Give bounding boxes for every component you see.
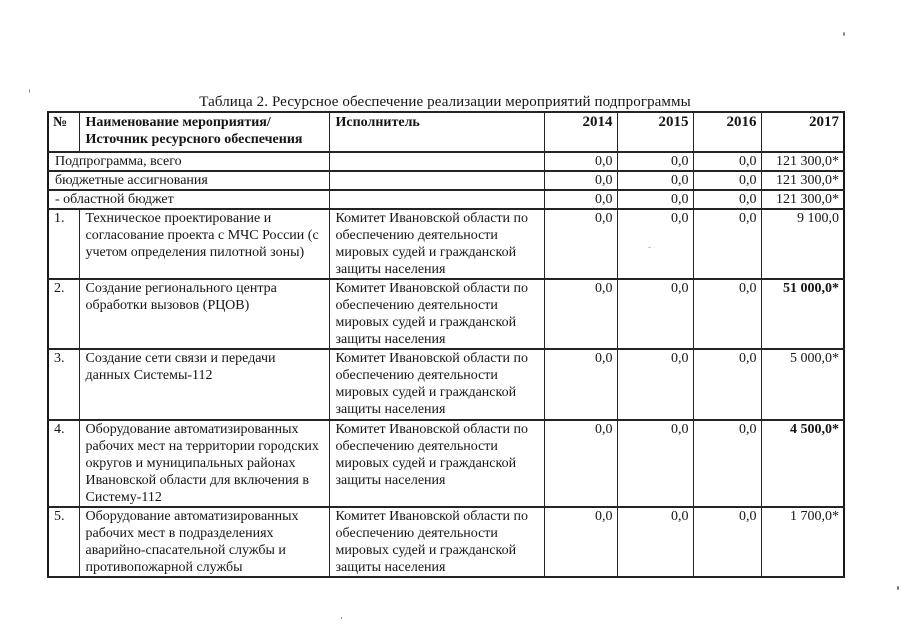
year-value-cell: 121 300,0* bbox=[761, 190, 844, 209]
col-header-executor: Исполнитель bbox=[329, 112, 544, 152]
summary-label: Подпрограмма, всего bbox=[48, 152, 329, 171]
activity-name-cell: Оборудование автоматизированных рабочих мест на территории городских округов и муниципальных районах Ивановской области для включения в Систему-112 bbox=[79, 420, 329, 507]
year-value-cell: 5 000,0* bbox=[761, 349, 844, 420]
table-row-1 bbox=[48, 209, 844, 279]
year-value-cell: 9 100,0 bbox=[761, 209, 844, 279]
year-value-cell: 0,0 bbox=[617, 209, 693, 279]
row-number-cell: 4. bbox=[48, 420, 79, 507]
summary-row-budget bbox=[48, 171, 844, 190]
row-number-cell: 3. bbox=[48, 349, 79, 420]
resource-table bbox=[47, 111, 845, 578]
year-value-cell: 0,0 bbox=[693, 349, 761, 420]
year-value-cell: 1 700,0* bbox=[761, 507, 844, 577]
year-value-cell: 0,0 bbox=[544, 420, 617, 507]
year-value-cell: 0,0 bbox=[693, 279, 761, 349]
year-value-cell: 0,0 bbox=[544, 279, 617, 349]
executor-cell bbox=[329, 171, 544, 190]
col-header-name bbox=[79, 112, 329, 152]
year-value-cell: 121 300,0* bbox=[761, 171, 844, 190]
year-value-cell: 0,0 bbox=[544, 507, 617, 577]
activity-name-cell: Создание регионального центра обработки вызовов (РЦОВ) bbox=[79, 279, 329, 349]
year-value-cell: 0,0 bbox=[693, 152, 761, 171]
executor-cell bbox=[329, 152, 544, 171]
year-value-cell: 0,0 bbox=[617, 420, 693, 507]
col-header-2016: 2016 bbox=[693, 112, 761, 152]
year-value-cell: 121 300,0* bbox=[761, 152, 844, 171]
summary-row-total bbox=[48, 152, 844, 171]
scan-speckle bbox=[29, 89, 30, 93]
year-value-cell: 0,0 bbox=[544, 209, 617, 279]
year-value-cell: 0,0 bbox=[693, 420, 761, 507]
executor-cell: Комитет Ивановской области по обеспечению деятельности мировых судей и гражданской защиты населения bbox=[329, 507, 544, 577]
executor-cell: Комитет Ивановской области по обеспечению деятельности мировых судей и гражданской защиты населения bbox=[329, 279, 544, 349]
year-value-cell: 0,0 bbox=[617, 190, 693, 209]
executor-cell bbox=[329, 190, 544, 209]
summary-label: бюджетные ассигнования bbox=[48, 171, 329, 190]
year-value-cell: 4 500,0* bbox=[761, 420, 844, 507]
year-value-cell: 0,0 bbox=[693, 190, 761, 209]
col-header-num: № bbox=[48, 112, 79, 152]
year-value-cell: 0,0 bbox=[544, 171, 617, 190]
scan-speckle bbox=[648, 247, 651, 248]
col-header-2015: 2015 bbox=[617, 112, 693, 152]
col-header-name-line2: Источник ресурсного обеспечения bbox=[85, 132, 303, 147]
summary-row-regional bbox=[48, 190, 844, 209]
executor-cell: Комитет Ивановской области по обеспечению деятельности мировых судей и гражданской защиты населения bbox=[329, 209, 544, 279]
header-row bbox=[48, 112, 844, 152]
year-value-cell: 0,0 bbox=[544, 152, 617, 171]
row-number-cell: 5. bbox=[48, 507, 79, 577]
table-row-4 bbox=[48, 420, 844, 507]
year-value-cell: 0,0 bbox=[617, 507, 693, 577]
year-value-cell: 0,0 bbox=[544, 349, 617, 420]
year-value-cell: 0,0 bbox=[693, 171, 761, 190]
year-value-cell: 0,0 bbox=[544, 190, 617, 209]
table-row-5 bbox=[48, 507, 844, 577]
col-header-2017: 2017 bbox=[761, 112, 844, 152]
year-value-cell: 0,0 bbox=[617, 152, 693, 171]
table-caption: Таблица 2. Ресурсное обеспечение реализации мероприятий подпрограммы bbox=[199, 94, 691, 110]
scan-speckle bbox=[341, 617, 342, 619]
activity-name-cell: Оборудование автоматизированных рабочих мест в подразделениях аварийно-спасательной службы и противопожарной службы bbox=[79, 507, 329, 577]
row-number-cell: 1. bbox=[48, 209, 79, 279]
year-value-cell: 51 000,0* bbox=[761, 279, 844, 349]
executor-cell: Комитет Ивановской области по обеспечению деятельности мировых судей и гражданской защиты населения bbox=[329, 349, 544, 420]
year-value-cell: 0,0 bbox=[617, 279, 693, 349]
activity-name-cell: Создание сети связи и передачи данных Системы-112 bbox=[79, 349, 329, 420]
col-header-name-line1: Наименование мероприятия/ bbox=[85, 115, 271, 130]
scan-speckle bbox=[897, 586, 899, 590]
table-row-2 bbox=[48, 279, 844, 349]
year-value-cell: 0,0 bbox=[617, 349, 693, 420]
year-value-cell: 0,0 bbox=[617, 171, 693, 190]
table-row-3 bbox=[48, 349, 844, 420]
scan-speckle bbox=[843, 32, 845, 36]
year-value-cell: 0,0 bbox=[693, 209, 761, 279]
activity-name-cell: Техническое проектирование и согласование проекта с МЧС России (с учетом определения пилотной зоны) bbox=[79, 209, 329, 279]
year-value-cell: 0,0 bbox=[693, 507, 761, 577]
summary-label: - областной бюджет bbox=[48, 190, 329, 209]
row-number-cell: 2. bbox=[48, 279, 79, 349]
col-header-2014: 2014 bbox=[544, 112, 617, 152]
executor-cell: Комитет Ивановской области по обеспечению деятельности мировых судей и гражданской защиты населения bbox=[329, 420, 544, 507]
